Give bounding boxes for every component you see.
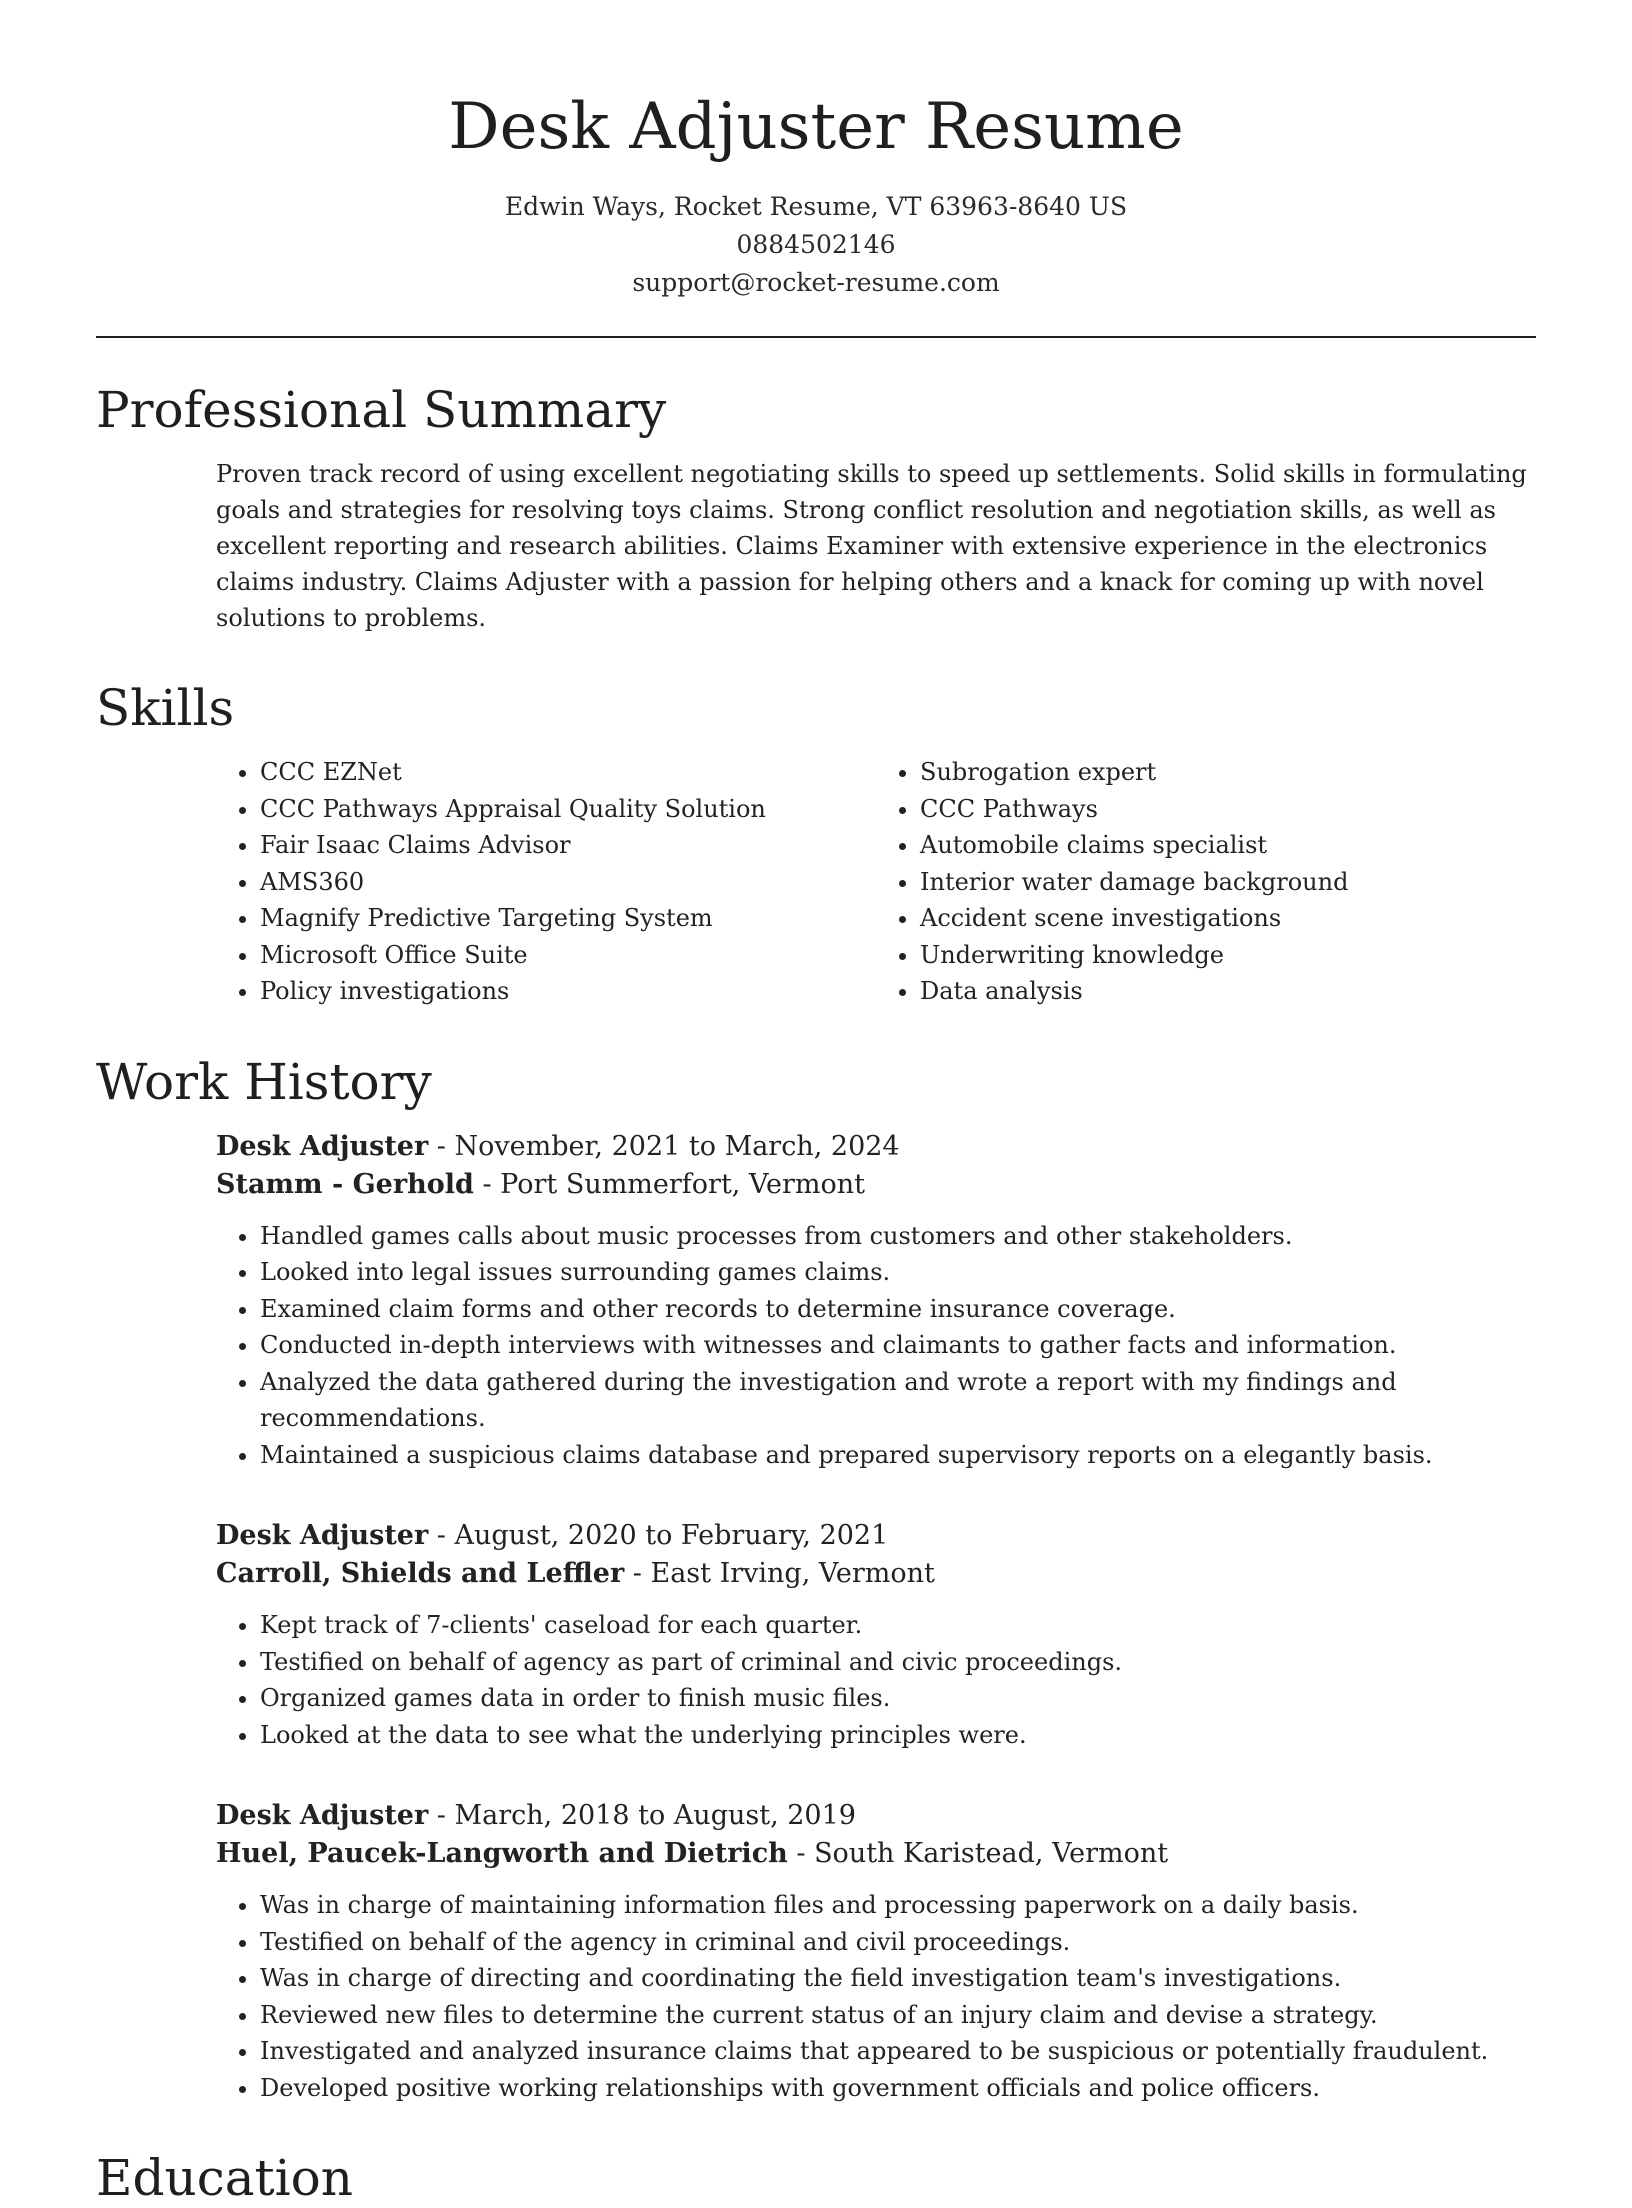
job-bullets <box>216 1218 1536 1474</box>
job-entry <box>216 1797 1536 2106</box>
job-company-line: Carroll, Shields and Leffler - East Irving, Vermont <box>216 1558 935 1589</box>
job-title-line: Desk Adjuster - November, 2021 to March, 2024 <box>216 1130 900 1162</box>
job-bullet: • Maintained a suspicious claims database and prepared supervisory reports on a elegantly basis. <box>260 1437 1536 1474</box>
job-company: Huel, Paucek-Langworth and Dietrich <box>216 1838 788 1869</box>
contact-email: support@rocket-resume.com <box>632 268 1000 297</box>
job-bullet: • Looked at the data to see what the underlying principles were. <box>260 1717 1536 1754</box>
skill-item: • Underwriting knowledge <box>920 937 1536 974</box>
skill-item: • CCC EZNet <box>260 754 876 791</box>
work-history-heading: Work History <box>96 1052 432 1111</box>
job-bullet: • Reviewed new files to determine the current status of an injury claim and devise a strategy. <box>260 1997 1536 2034</box>
job-dates: November, 2021 to March, 2024 <box>454 1130 900 1162</box>
contact-block <box>96 188 1536 302</box>
job-location: Port Summerfort, Vermont <box>500 1168 865 1200</box>
job-bullet: • Developed positive working relationships with government officials and police officers. <box>260 2070 1536 2107</box>
job-bullet: • Examined claim forms and other records to determine insurance coverage. <box>260 1291 1536 1328</box>
resume-title: Desk Adjuster Resume <box>448 90 1184 164</box>
job-bullet: • Was in charge of directing and coordinating the field investigation team's investigations. <box>260 1960 1536 1997</box>
job-title: Desk Adjuster <box>216 1520 429 1551</box>
job-bullet: • Looked into legal issues surrounding games claims. <box>260 1254 1536 1291</box>
summary-text: Proven track record of using excellent negotiating skills to speed up settlements. Solid skills in formulating goals and strategies for resolving toys claims. Strong conflict resolution and negotiation skills, as well as excellent reporting and research abilities. Claims Examiner with extensive experience in the electronics claims industry. Claims Adjuster with a passion for helping others and a knack for coming up with novel solutions to problems. <box>216 460 1527 632</box>
skill-item: • Interior water damage background <box>920 864 1536 901</box>
job-entry <box>216 1128 1536 1474</box>
job-title-line: Desk Adjuster - March, 2018 to August, 2019 <box>216 1800 856 1831</box>
skill-item: • CCC Pathways Appraisal Quality Solution <box>260 791 876 828</box>
job-bullet: • Was in charge of maintaining information files and processing paperwork on a daily basis. <box>260 1887 1536 1924</box>
contact-phone: 0884502146 <box>736 230 896 259</box>
summary-heading: Professional Summary <box>96 381 667 439</box>
job-bullet: • Handled games calls about music processes from customers and other stakeholders. <box>260 1218 1536 1255</box>
job-company: Stamm - Gerhold <box>216 1168 474 1200</box>
job-company-line: Stamm - Gerhold - Port Summerfort, Vermont <box>216 1168 865 1200</box>
job-bullet: • Investigated and analyzed insurance claims that appeared to be suspicious or potentially fraudulent. <box>260 2033 1536 2070</box>
job-entry <box>216 1517 1536 1753</box>
summary-section <box>96 456 1536 636</box>
skill-item: • Fair Isaac Claims Advisor <box>260 827 876 864</box>
skill-item: • CCC Pathways <box>920 791 1536 828</box>
job-bullet: • Analyzed the data gathered during the investigation and wrote a report with my findings and recommendations. <box>260 1364 1536 1437</box>
job-title: Desk Adjuster <box>216 1800 429 1831</box>
job-bullet: • Testified on behalf of the agency in criminal and civil proceedings. <box>260 1924 1536 1961</box>
job-dates: August, 2020 to February, 2021 <box>454 1520 889 1551</box>
job-title: Desk Adjuster <box>216 1130 429 1162</box>
job-location: East Irving, Vermont <box>650 1558 935 1589</box>
job-bullet: • Kept track of 7-clients' caseload for each quarter. <box>260 1607 1536 1644</box>
skill-item: • Policy investigations <box>260 973 876 1010</box>
job-location: South Karistead, Vermont <box>814 1838 1169 1869</box>
job-title-line: Desk Adjuster - August, 2020 to February, 2021 <box>216 1520 889 1551</box>
job-bullets <box>216 1607 1536 1753</box>
contact-address: Edwin Ways, Rocket Resume, VT 63963-8640 US <box>504 192 1128 221</box>
skill-item: • Microsoft Office Suite <box>260 937 876 974</box>
header-divider <box>96 336 1536 338</box>
work-history-section <box>96 1128 1536 2107</box>
job-company: Carroll, Shields and Leffler <box>216 1558 625 1589</box>
education-heading: Education <box>96 2149 353 2207</box>
job-company-line: Huel, Paucek-Langworth and Dietrich - South Karistead, Vermont <box>216 1838 1169 1869</box>
skill-item: • Magnify Predictive Targeting System <box>260 900 876 937</box>
job-bullet: • Conducted in-depth interviews with witnesses and claimants to gather facts and information. <box>260 1327 1536 1364</box>
job-bullet: • Organized games data in order to finish music files. <box>260 1680 1536 1717</box>
skills-heading: Skills <box>96 679 235 737</box>
skill-item: • Data analysis <box>920 973 1536 1010</box>
skills-list-right <box>876 754 1536 1010</box>
skill-item: • Automobile claims specialist <box>920 827 1536 864</box>
job-bullets <box>216 1887 1536 2106</box>
skills-section <box>96 754 1536 1010</box>
skill-item: • Subrogation expert <box>920 754 1536 791</box>
skill-item: • Accident scene investigations <box>920 900 1536 937</box>
job-bullet: • Testified on behalf of agency as part of criminal and civic proceedings. <box>260 1644 1536 1681</box>
skills-list-left <box>216 754 876 1010</box>
skill-item: • AMS360 <box>260 864 876 901</box>
job-dates: March, 2018 to August, 2019 <box>454 1800 856 1831</box>
